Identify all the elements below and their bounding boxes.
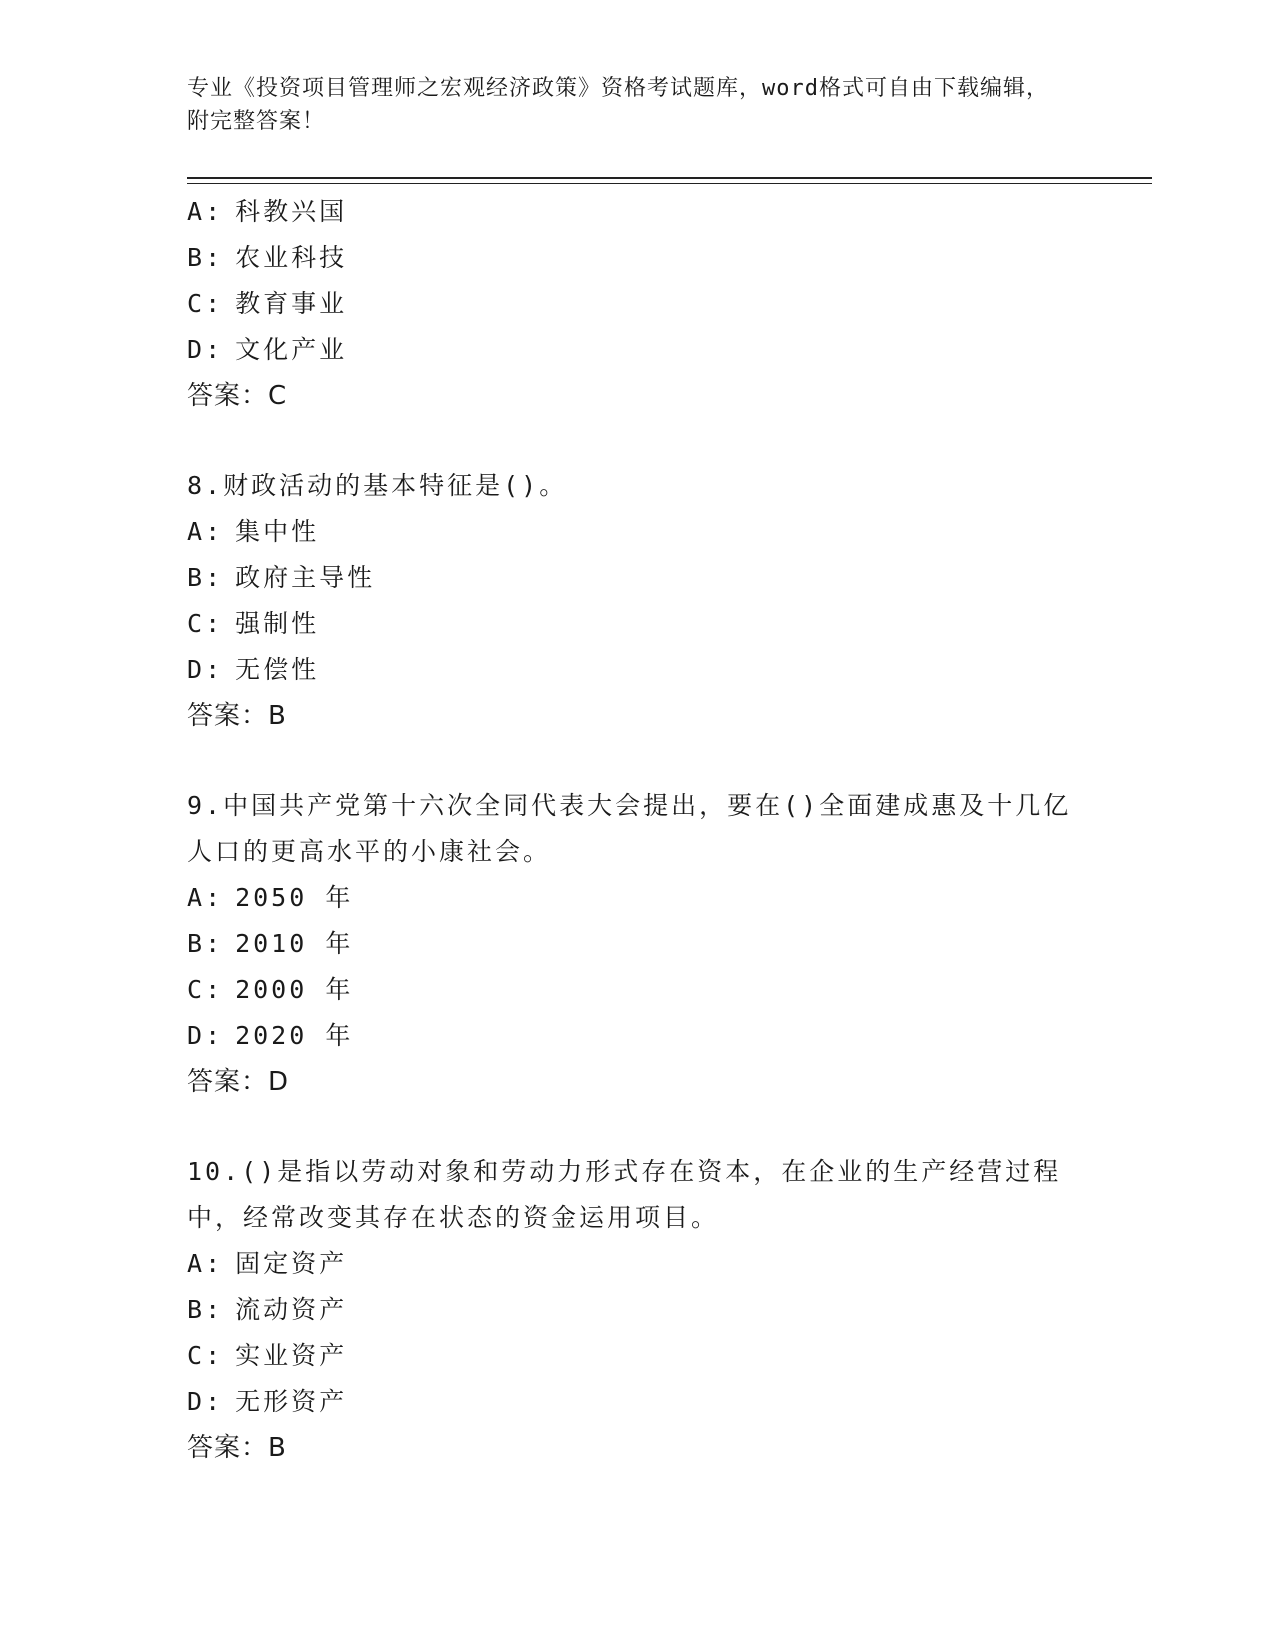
option-b: B: 流动资产 [187,1295,348,1324]
page-header: 专业《投资项目管理师之宏观经济政策》资格考试题库，word格式可自由下载编辑，附完整答案！ [187,76,1049,134]
option-c: C: 教育事业 [187,289,348,318]
option-b: B: 政府主导性 [187,563,376,592]
answer-value: B [268,1433,287,1463]
question-list [187,189,1087,1471]
question-text: 9.中国共产党第十六次全同代表大会提出，要在()全面建成惠及十几亿人口的更高水平的小康社会。 [187,791,1072,866]
option-b: B: 农业科技 [187,243,348,272]
option-a: A: 2050 年 [187,883,354,912]
option-c: C: 实业资产 [187,1341,348,1370]
answer-line: 答案：B [187,1433,287,1463]
option-a: A: 科教兴国 [187,197,348,226]
question-block [187,189,1087,419]
answer-line: 答案：C [187,381,288,411]
option-d: D: 无形资产 [187,1387,348,1416]
question-block [187,1149,1087,1471]
question-block [187,783,1087,1105]
option-d: D: 无偿性 [187,655,320,684]
header-divider-thin [187,183,1152,184]
option-c: C: 强制性 [187,609,320,638]
question-text: 8.财政活动的基本特征是()。 [187,471,568,500]
option-a: A: 固定资产 [187,1249,348,1278]
option-c: C: 2000 年 [187,975,354,1004]
answer-value: B [268,701,287,731]
option-a: A: 集中性 [187,517,320,546]
option-d: D: 文化产业 [187,335,348,364]
question-block [187,463,1087,739]
option-b: B: 2010 年 [187,929,354,958]
answer-value: C [268,381,288,411]
answer-line: 答案：D [187,1067,290,1097]
answer-line: 答案：B [187,701,287,731]
option-d: D: 2020 年 [187,1021,354,1050]
header-divider-thick [187,177,1152,179]
answer-value: D [268,1067,290,1097]
question-text: 10.()是指以劳动对象和劳动力形式存在资本，在企业的生产经营过程中，经常改变其存在状态的资金运用项目。 [187,1157,1062,1232]
